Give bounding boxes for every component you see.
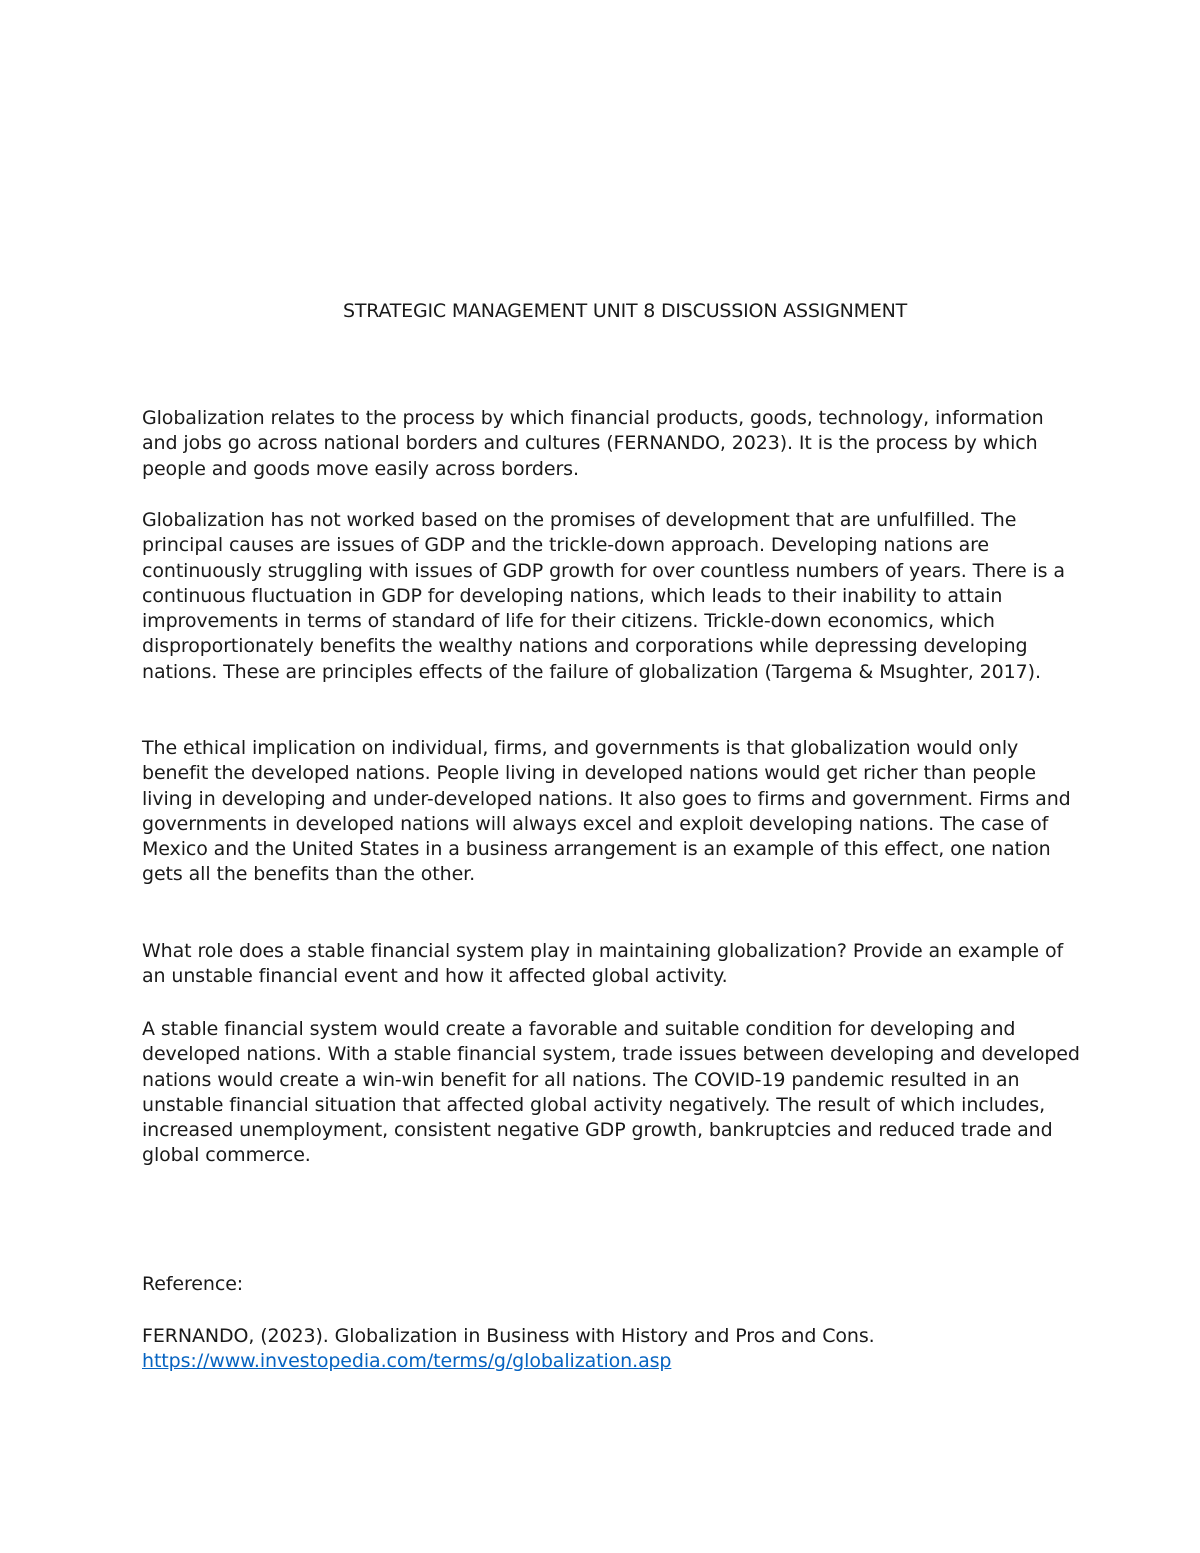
reference-entry [142, 1324, 1082, 1375]
reference-heading: Reference: [142, 1273, 244, 1295]
reference-link[interactable]: https://www.investopedia.com/terms/g/globalization.asp [142, 1350, 672, 1373]
document-title: STRATEGIC MANAGEMENT UNIT 8 DISCUSSION ASSIGNMENT [342, 300, 908, 322]
paragraph-failure-causes: Globalization has not worked based on the promises of development that are unfulfilled. The principal causes are issues of GDP and the trickle-down approach. Developing nations are continuously struggling with issues of GDP growth for over countless numbers of years. There is a continuous fluctuation in GDP for developing nations, which leads to their inability to attain improvements in terms of standard of life for their citizens. Trickle-down economics, which disproportionately benefits the wealthy nations and corporations while depressing developing nations. These are principles effects of the failure of globalization (Targema & Msughter, 2017). [142, 509, 1065, 683]
paragraph-ethical-implication: The ethical implication on individual, firms, and governments is that globalization would only benefit the developed nations. People living in developed nations would get richer than people living in developing and under-developed nations. It also goes to firms and government. Firms and governments in developed nations will always excel and exploit developing nations. The case of Mexico and the United States in a business arrangement is an example of this effect, one nation gets all the benefits than the other. [142, 737, 1071, 886]
paragraph-answer: A stable financial system would create a favorable and suitable condition for developing and developed nations. With a stable financial system, trade issues between developing and developed nations would create a win-win benefit for all nations. The COVID-19 pandemic resulted in an unstable financial situation that affected global activity negatively. The result of which includes, increased unemployment, consistent negative GDP growth, bankruptcies and reduced trade and global commerce. [142, 1018, 1080, 1167]
paragraph-question: What role does a stable financial system play in maintaining globalization? Provide an example of an unstable financial event and how it affected global activity. [142, 940, 1064, 988]
reference-citation: FERNANDO, (2023). Globalization in Business with History and Pros and Cons. [142, 1325, 875, 1347]
paragraph-definition: Globalization relates to the process by which financial products, goods, technology, information and jobs go across national borders and cultures (FERNANDO, 2023). It is the process by which people and goods move easily across borders. [142, 407, 1044, 480]
